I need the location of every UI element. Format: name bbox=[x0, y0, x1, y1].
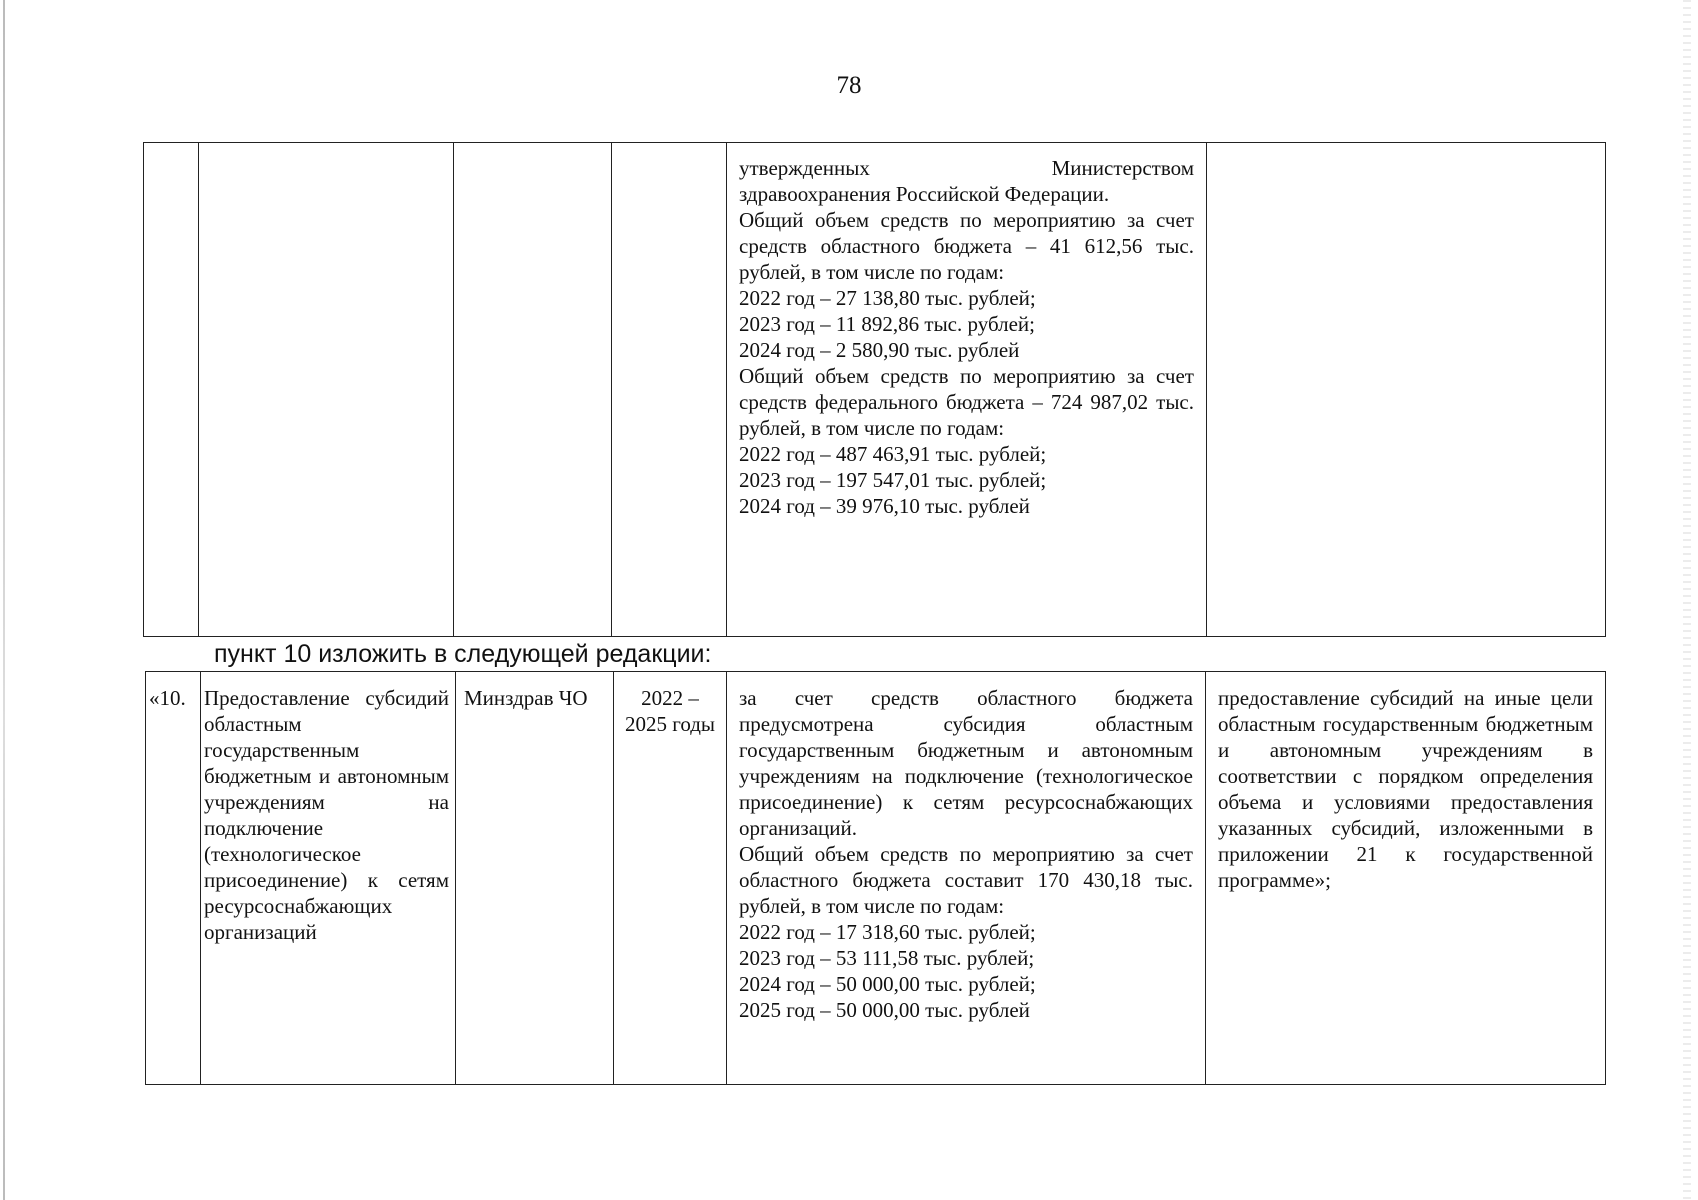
description-year-line: 2024 год – 50 000,00 тыс. рублей; bbox=[739, 972, 1036, 996]
description-year-line: 2022 год – 17 318,60 тыс. рублей; bbox=[739, 920, 1036, 944]
description-intro: за счет средств областного бюджета предусмотрена субсидия областным государственным бюджетным и автономным учреждениям на подключение (технологическое присоединение) к сетям ресурсоснабжающих организаций. bbox=[739, 686, 1193, 840]
scan-edge-right bbox=[1683, 0, 1691, 1200]
page-number: 78 bbox=[836, 72, 862, 99]
period-end: 2025 годы bbox=[624, 712, 716, 736]
scan-edge-left bbox=[3, 0, 5, 1200]
description-year-line: 2024 год – 2 580,90 тыс. рублей bbox=[739, 338, 1020, 362]
expected-result-cell bbox=[1206, 672, 1606, 1085]
description-year-line: 2022 год – 27 138,80 тыс. рублей; bbox=[739, 286, 1036, 310]
name-cell bbox=[199, 143, 454, 637]
description-cell bbox=[727, 672, 1206, 1085]
period-start: 2022 – bbox=[641, 686, 699, 710]
item-number: «10. bbox=[146, 672, 201, 1085]
number-cell bbox=[144, 143, 199, 637]
period-cell bbox=[614, 672, 727, 1085]
organization-cell bbox=[454, 143, 612, 637]
item-name: Предоставление субсидий областным государственным бюджетным и автономным учреждениям на подключение (технологическое присоединение) к сетям ресурсоснабжающих организаций bbox=[204, 686, 449, 944]
description-line: здравоохранения Российской Федерации. bbox=[739, 182, 1110, 206]
description-paragraph: Общий объем средств по мероприятию за счет средств федерального бюджета – 724 987,02 тыс. рублей, в том числе по годам: bbox=[739, 364, 1194, 440]
table-row bbox=[146, 672, 1606, 1085]
description-paragraph: Общий объем средств по мероприятию за счет средств областного бюджета – 41 612,56 тыс. рублей, в том числе по годам: bbox=[739, 208, 1194, 284]
table-row bbox=[144, 143, 1606, 637]
program-table-item-10 bbox=[145, 671, 1606, 1085]
description-year-line: 2022 год – 487 463,91 тыс. рублей; bbox=[739, 442, 1047, 466]
years-cell bbox=[612, 143, 727, 637]
description-year-line: 2023 год – 53 111,58 тыс. рублей; bbox=[739, 946, 1035, 970]
responsible-organization: Минздрав ЧО bbox=[456, 672, 614, 1085]
description-year-line: 2024 год – 39 976,10 тыс. рублей bbox=[739, 494, 1030, 518]
description-total: Общий объем средств по мероприятию за счет областного бюджета составит 170 430,18 тыс. рублей, в том числе по годам: bbox=[739, 842, 1193, 918]
description-year-line: 2023 год – 11 892,86 тыс. рублей; bbox=[739, 312, 1035, 336]
description-year-line: 2023 год – 197 547,01 тыс. рублей; bbox=[739, 468, 1047, 492]
program-table-continued bbox=[143, 142, 1606, 637]
result-cell bbox=[1207, 143, 1606, 637]
expected-result: предоставление субсидий на иные цели областным государственным бюджетным и автономным учреждениям в соответствии с порядком определения объема и условиями предоставления указанных субсидий, изложенными в приложении 21 к государственной программе»; bbox=[1218, 686, 1593, 892]
amendment-instruction: пункт 10 изложить в следующей редакции: bbox=[214, 640, 712, 668]
item-name-cell bbox=[201, 672, 456, 1085]
description-year-line: 2025 год – 50 000,00 тыс. рублей bbox=[739, 998, 1030, 1022]
description-line: утвержденных Министерством bbox=[739, 156, 1194, 180]
description-cell bbox=[727, 143, 1207, 637]
